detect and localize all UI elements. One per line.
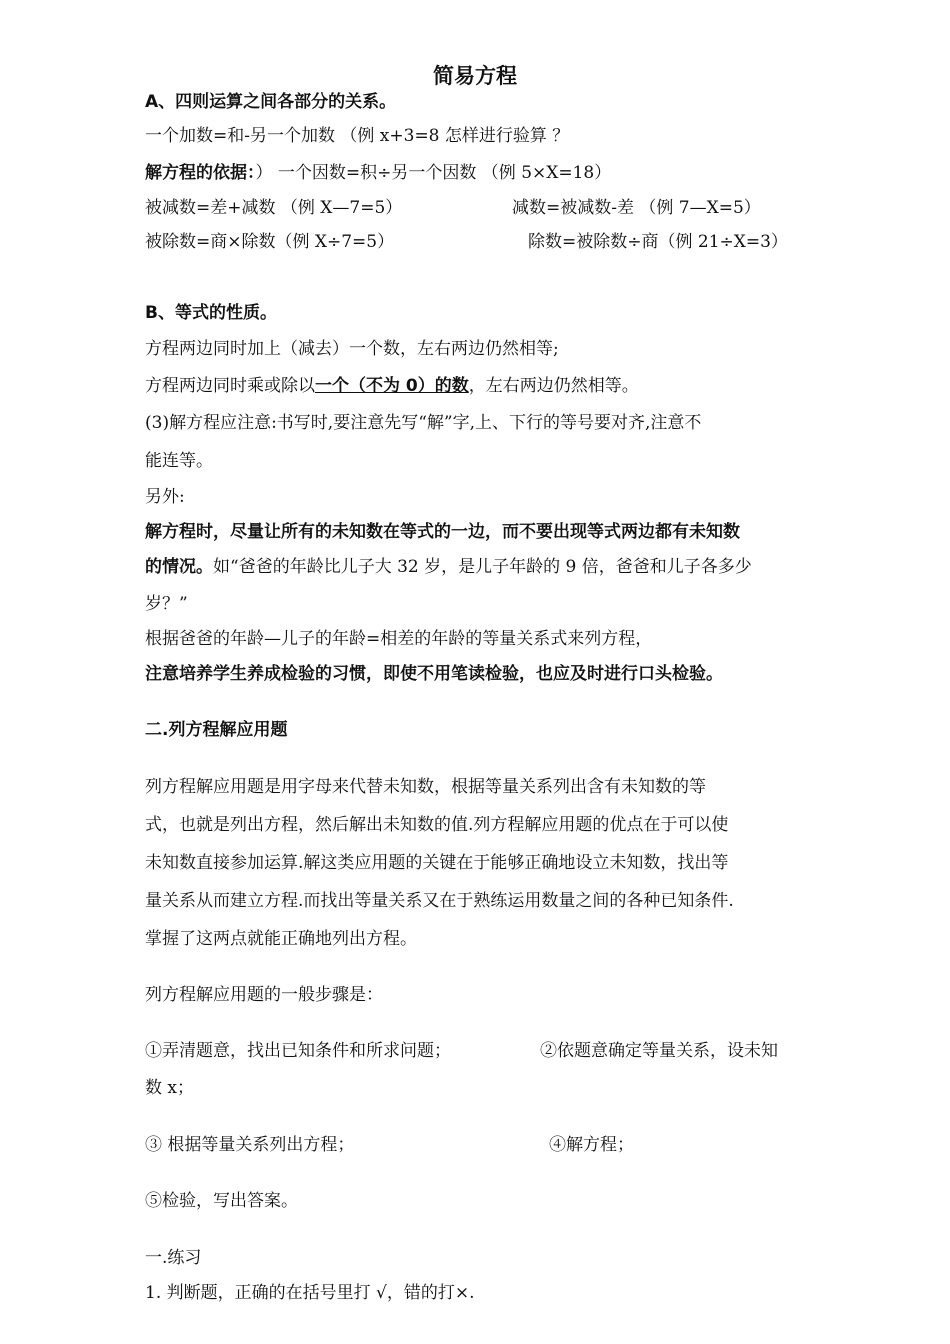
bold-label: 的情况。 — [145, 557, 213, 577]
text-line: (3)解方程应注意:书写时,要注意先写“解”字,上、下行的等号要对齐,注意不 — [145, 413, 702, 433]
text-span: 如“爸爸的年龄比儿子大 32 岁，是儿子年龄的 9 倍，爸爸和儿子各多少 — [213, 557, 752, 577]
text-line — [145, 162, 611, 184]
text-span: 方程两边同时乘或除以 — [145, 376, 315, 396]
text-line: 另外: — [145, 487, 185, 507]
practice-question: 1. 判断题，正确的在括号里打 √，错的打×. — [145, 1283, 475, 1303]
paragraph-line: 未知数直接参加运算.解这类应用题的关键在于能够正确地设立未知数，找出等 — [145, 853, 729, 873]
section-2-heading: 二.列方程解应用题 — [145, 720, 288, 740]
bold-line: 注意培养学生养成检验的习惯，即使不用笔读检验，也应及时进行口头检验。 — [145, 664, 723, 684]
text-line: 能连等。 — [145, 451, 213, 471]
page-title: 简易方程 — [433, 64, 517, 88]
text-line — [145, 556, 752, 578]
step-item: ②依题意确定等量关系，设未知 — [540, 1041, 778, 1061]
section-b-heading: B、等式的性质。 — [145, 303, 277, 323]
step-item: 数 x； — [145, 1078, 194, 1098]
paragraph-line: 式，也就是列出方程，然后解出未知数的值.列方程解应用题的优点在于可以使 — [145, 815, 729, 835]
paragraph-line: 列方程解应用题是用字母来代替未知数，根据等量关系列出含有未知数的等 — [145, 777, 706, 797]
text-line: 方程两边同时加上（减去）一个数，左右两边仍然相等; — [145, 339, 559, 359]
text-line: 除数=被除数÷商（例 21÷X=3） — [528, 232, 788, 252]
section-a-heading: A、四则运算之间各部分的关系。 — [145, 92, 397, 112]
text-line: 根据爸爸的年龄—儿子的年龄=相差的年龄的等量关系式来列方程， — [145, 629, 653, 649]
step-item: ①弄清题意，找出已知条件和所求问题； — [145, 1041, 451, 1061]
practice-heading: 一.练习 — [145, 1248, 202, 1268]
step-item: ④解方程； — [549, 1135, 634, 1155]
bold-line: 解方程时，尽量让所有的未知数在等式的一边，而不要出现等式两边都有未知数 — [145, 522, 740, 542]
step-item: ③ 根据等量关系列出方程； — [145, 1135, 355, 1155]
text-line — [145, 375, 639, 397]
step-item: ⑤检验，写出答案。 — [145, 1191, 298, 1211]
text-span: ） 一个因数=积÷另一个因数 （例 5×X=18） — [255, 163, 612, 183]
paragraph-line: 掌握了这两点就能正确地列出方程。 — [145, 929, 417, 949]
underlined-text: 一个（不为 0）的数 — [315, 376, 469, 396]
text-line: 一个加数=和-另一个加数 （例 x+3=8 怎样进行验算 ？ — [145, 126, 570, 146]
text-line: 减数=被减数-差 （例 7—X=5） — [512, 198, 761, 218]
text-line: 被除数=商×除数（例 X÷7=5） — [145, 232, 395, 252]
paragraph-line: 量关系从而建立方程.而找出等量关系又在于熟练运用数量之间的各种已知条件. — [145, 891, 734, 911]
text-span: ，左右两边仍然相等。 — [468, 376, 639, 396]
bold-label: 解方程的依据： — [145, 163, 256, 183]
text-line: 岁？” — [145, 594, 188, 614]
text-line: 被减数=差+减数 （例 X—7=5） — [145, 198, 403, 218]
steps-intro: 列方程解应用题的一般步骤是： — [145, 985, 383, 1005]
